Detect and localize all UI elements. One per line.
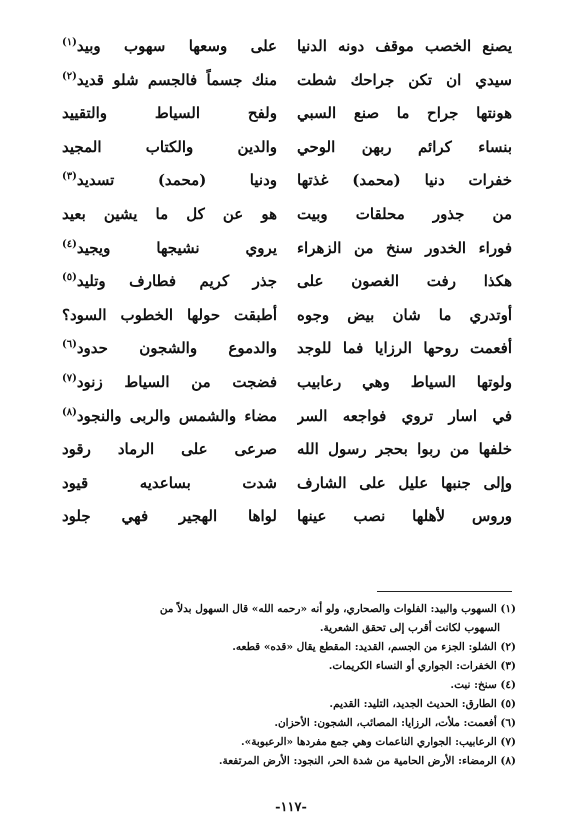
hemistich-text: والدموع والشجون حدود [76, 339, 277, 358]
second-hemistich [62, 500, 277, 534]
footnote-ref: (٦) [62, 339, 77, 351]
footnote: (٨) الرمضاء: الأرض الحامية من شدة الحر، النجود: الأرض المرتفعة. [218, 755, 516, 767]
hemistich-text: شدت بساعديه قيود [62, 473, 277, 492]
footnote-ref: (١) [62, 37, 77, 48]
verse [62, 500, 512, 534]
second-hemistich [62, 366, 277, 400]
verse [62, 433, 512, 467]
hemistich-text: أطبقت حولها الخطوب السود؟ [62, 305, 277, 324]
poem [62, 30, 512, 534]
first-hemistich: في اسار تروي فواجعه السر [297, 406, 512, 425]
hemistich-text: والدين والكتاب المجيد [62, 137, 277, 156]
first-hemistich: بنساء كرائم ربهن الوحي [297, 137, 512, 156]
hemistich-text: فضجت من السياط زنود [76, 372, 277, 391]
footnote: (٣) الخفرات: الجواري أو النساء الكريمات. [328, 660, 516, 672]
footnote-separator [377, 591, 512, 592]
verse [62, 64, 512, 98]
footnote: (١) السهوب والبيد: الفلوات والصحاري، ولو أنه «رحمه الله» قال السهول بدلاً من [159, 603, 516, 615]
hemistich-text: يروي نشيجها ويجيد [76, 238, 277, 257]
page-number: -١١٧- [275, 800, 307, 815]
verse [62, 198, 512, 232]
second-hemistich [62, 265, 277, 299]
footnote-ref: (٢) [62, 70, 77, 82]
first-hemistich: هونتها جراح ما صنع السبي [297, 104, 512, 123]
second-hemistich [62, 400, 277, 434]
verse [62, 299, 512, 333]
second-hemistich [62, 198, 277, 232]
verse [62, 97, 512, 131]
second-hemistich [62, 467, 277, 501]
first-hemistich: سيدي ان تكن جراحك شطت [297, 70, 512, 89]
footnote: (٢) الشلو: الجزء من الجسم، القديد: المقطع يقال «قده» قطعه. [232, 641, 516, 653]
first-hemistich: خفرات دنيا (محمد) غذتها [297, 171, 512, 190]
footnotes [54, 600, 516, 771]
second-hemistich [62, 332, 277, 366]
verse [62, 332, 512, 366]
second-hemistich [62, 64, 277, 98]
first-hemistich: يصنع الخصب موقف دونه الدنيا [297, 37, 512, 55]
hemistich-text: هو عن كل ما يشين بعيد [62, 204, 277, 223]
verse [62, 366, 512, 400]
footnote-ref: (٧) [62, 372, 77, 384]
footnote-ref: (٥) [62, 272, 77, 284]
second-hemistich [62, 433, 277, 467]
verse [62, 131, 512, 165]
footnote: (٧) الرعابيب: الجواري الناعمات وهي جمع مفردها «الرعبوبة». [241, 736, 516, 748]
second-hemistich [62, 164, 277, 198]
first-hemistich: أوتدري ما شان بيض وجوه [297, 305, 512, 324]
footnote-ref: (٨) [62, 406, 77, 418]
second-hemistich [62, 30, 277, 64]
verse [62, 265, 512, 299]
second-hemistich [62, 97, 277, 131]
hemistich-text: جذر كريم فطارف وتليد [76, 272, 277, 291]
hemistich-text: لواها الهجير فهي جلود [62, 507, 277, 526]
footnote-continuation: السهوب لكانت أقرب إلى تحقق الشعرية. [319, 622, 500, 634]
first-hemistich: أفعمت روحها الرزايا فما للوجد [297, 339, 512, 358]
hemistich-text: ودنيا (محمد) تسديد [76, 171, 277, 190]
verse [62, 164, 512, 198]
footnote-ref: (٤) [62, 238, 77, 250]
footnote: (٥) الطارق: الحديث الجديد، التليد: القديم. [329, 698, 516, 710]
verse [62, 30, 512, 64]
footnote: (٤) سنخ: نبت. [450, 679, 516, 691]
hemistich-text: منك جسماً فالجسم شلو قديد [76, 70, 277, 89]
verse [62, 467, 512, 501]
first-hemistich: وإلى جنبها عليل على الشارف [297, 473, 512, 492]
first-hemistich: فوراء الخدور سنخ من الزهراء [297, 238, 512, 257]
hemistich-text: صرعى على الرماد رقود [62, 440, 277, 459]
verse [62, 232, 512, 266]
footnote-ref: (٣) [62, 171, 77, 183]
second-hemistich [62, 299, 277, 333]
hemistich-text: على وسعها سهوب وبيد [76, 37, 277, 55]
first-hemistich: ولوتها السياط وهي رعابيب [297, 372, 512, 391]
footnote: (٦) أفعمت: ملأت، الرزايا: المصائب، الشجون: الأحزان. [274, 717, 516, 729]
first-hemistich: خلفها من ربوا بحجر رسول الله [297, 440, 512, 459]
second-hemistich [62, 232, 277, 266]
verse [62, 400, 512, 434]
hemistich-text: ولفح السياط والتقييد [62, 104, 277, 123]
first-hemistich: هكذا رفت الغصون على [297, 272, 512, 291]
first-hemistich: من جذور محلقات وبيت [297, 204, 512, 223]
first-hemistich: وروس لأهلها نصب عينها [297, 507, 512, 526]
second-hemistich [62, 131, 277, 165]
hemistich-text: مضاء والشمس والربى والنجود [76, 406, 277, 425]
